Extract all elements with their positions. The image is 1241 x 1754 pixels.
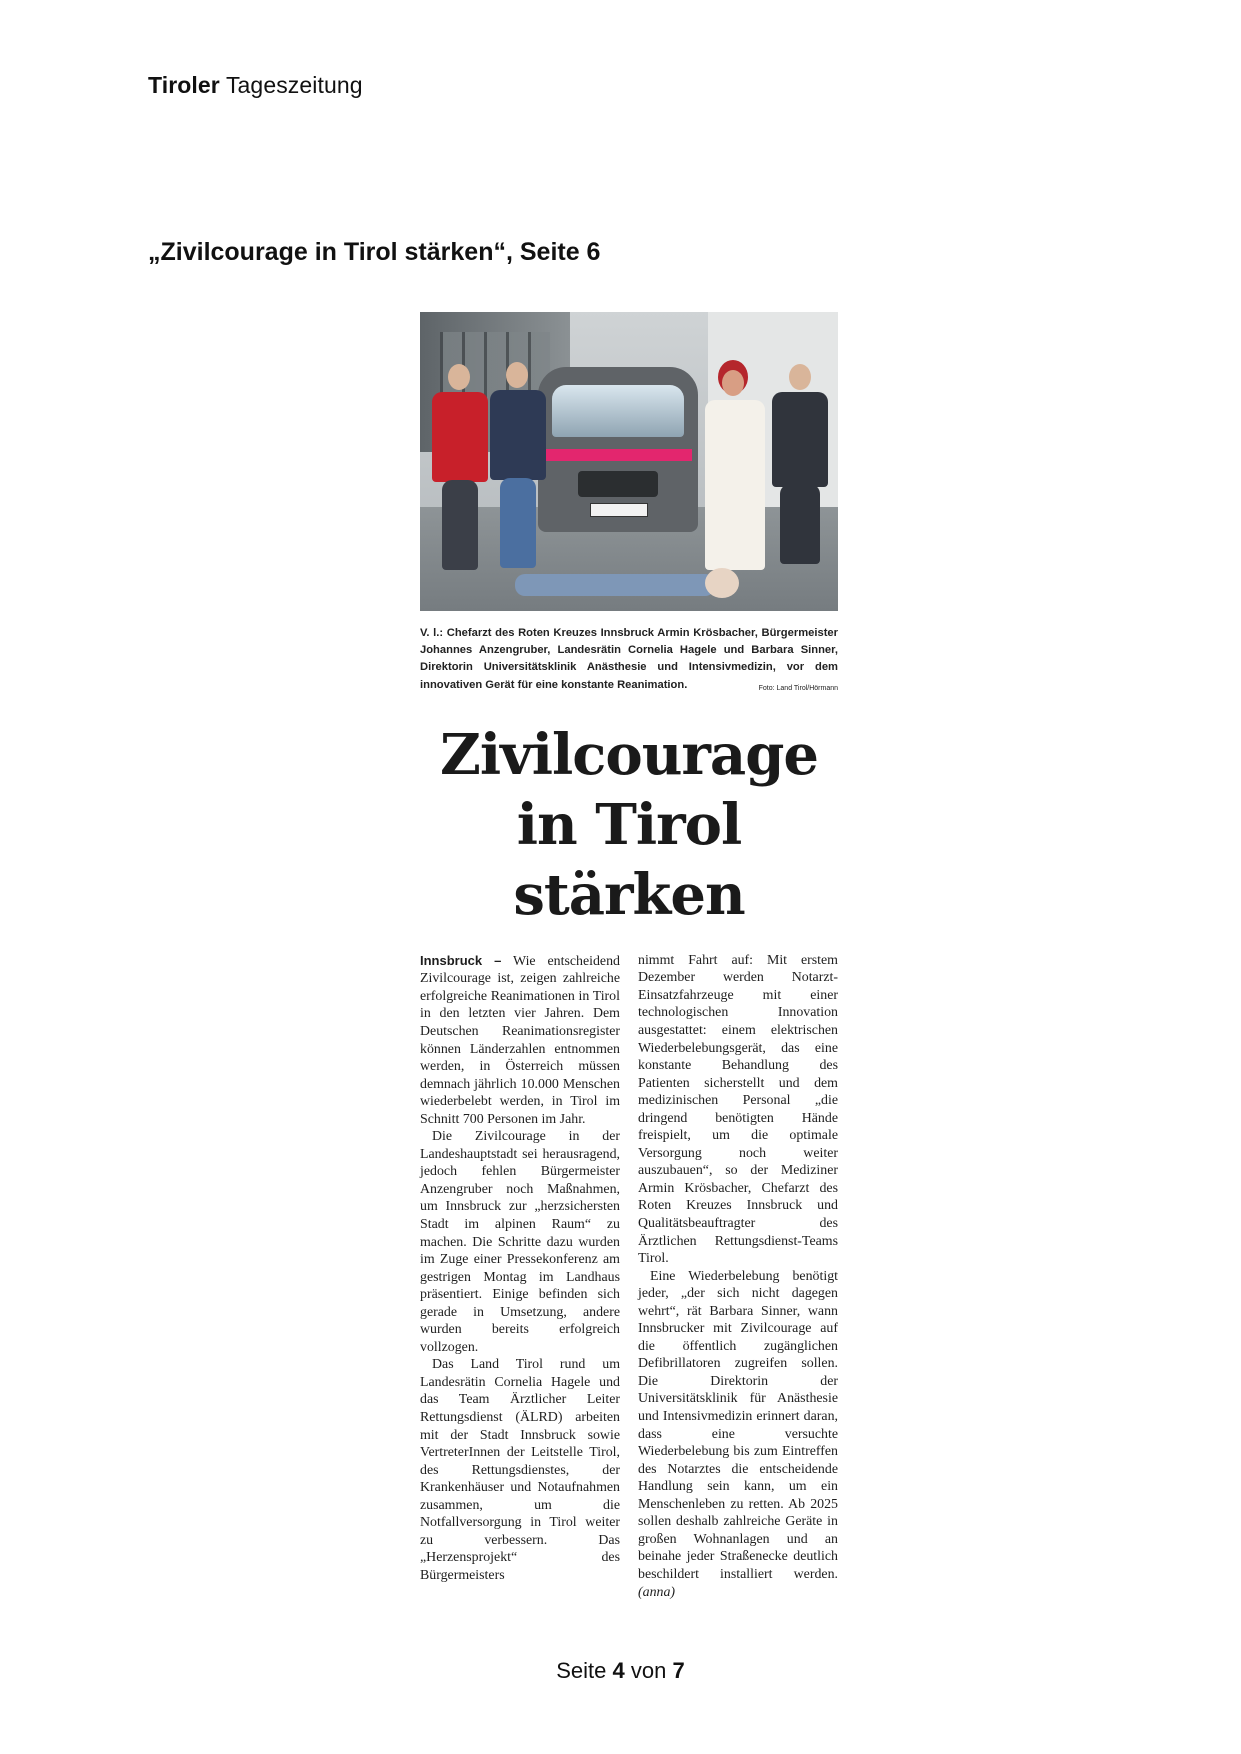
caption-text: V. l.: Chefarzt des Roten Kreuzes Innsbruck Armin Krösbacher, Bürgermeister Johannes Anzengruber, Landesrätin Cornelia Hagele und Barbara Sinner, Direktorin Universitätsklinik Anästhesie und Intensivmedizin, vor dem innovativen Gerät für eine konstante Reanimation. <box>420 627 838 691</box>
person-4-head <box>789 364 811 390</box>
person-3-body <box>705 400 765 570</box>
person-4-body <box>772 392 828 487</box>
current-page: 4 <box>612 1658 625 1683</box>
body-column-2 <box>638 952 838 1601</box>
person-4-legs <box>780 484 820 564</box>
paragraph: nimmt Fahrt auf: Mit erstem Dezember werden Notarzt-Einsatzfahrzeuge mit einer technologischen Innovation ausgestattet: einem elektrischen Wiederbelebungsgerät, das eine konstante Behandlung des Patienten sicherstellt und dem medizinischen Personal „die dringend benötigten Hände freispielt, um die optimale Versorgung noch weiter auszubauen“, so der Mediziner Armin Krösbacher, Chefarzt des Roten Kreuzes Innsbruck und Qualitätsbeauftragter des Ärztlichen Rettungsdienst-Teams Tirol. <box>638 952 838 1267</box>
article-photo <box>420 312 838 611</box>
person-3-head <box>722 370 744 396</box>
masthead-bold: Tiroler <box>148 72 220 98</box>
paragraph: Die Zivilcourage in der Landeshauptstadt sei herausragend, jedoch fehlen Bürgermeister Anzengruber noch Maßnahmen, um Innsbruck zur „herzsichersten Stadt im alpinen Raum“ zu machen. Die Schritte dazu wurden im Zuge einer Pressekonferenz am gestrigen Montag im Landhaus präsentiert. Einige befinden sich gerade in Umsetzung, andere wurden bereits erfolgreich vollzogen. <box>420 1129 620 1355</box>
paragraph: Innsbruck – Wie entscheidend Zivilcourage ist, zeigen zahlreiche erfolgreiche Reanimationen in Tirol in den letzten vier Jahren. Dem Deutschen Reanimationsregister können Länderzahlen entnommen werden, in Österreich müssen demnach jährlich 10.000 Menschen wiederbelebt werden, in Tirol im Schnitt 700 Personen im Jahr. <box>420 952 620 1127</box>
paragraph: Das Land Tirol rund um Landesrätin Cornelia Hagele und das Team Ärztlicher Leiter Rettungsdienst (ÄLRD) arbeiten mit der Stadt Innsbruck sowie VertreterInnen der Leitstelle Tirol, des Rettungsdienstes, der Krankenhäuser und Notaufnahmen zusammen, um die Notfallversorgung in Tirol weiter zu verbessern. Das „Herzensprojekt“ des Bürgermeisters <box>420 1357 620 1583</box>
article <box>420 312 838 1601</box>
body-column-1 <box>420 952 620 1601</box>
cpr-manikin-head <box>705 568 739 598</box>
masthead-rest: Tageszeitung <box>225 72 363 98</box>
masthead <box>148 72 363 99</box>
person-1-legs <box>442 480 478 570</box>
van-windshield <box>552 385 684 437</box>
van-stripe <box>544 449 692 461</box>
paragraph: Eine Wiederbelebung benötigt jeder, „der sich nicht dagegen wehrt“, rät Barbara Sinner, wann Innsbrucker mit Zivilcourage auf die öffentlich zugänglichen Defibrillatoren zugreifen sollen. Die Direktorin der Universitätsklinik für Anästhesie und Intensivmedizin erinnert daran, dass eine versuchte Wiederbelebung bis zum Eintreffen des Notarztes die entscheidende Handlung sein kann, um ein Menschenleben zu retten. Ab 2025 sollen deshalb zahlreiche Geräte in großen Wohnanlagen und an beinahe jeder Straßenecke deutlich beschildert installiert werden. (anna) <box>638 1268 838 1600</box>
person-2-body <box>490 390 546 480</box>
article-headline: Zivilcourage in Tirol stärken <box>440 721 818 928</box>
ambulance-van <box>538 367 698 532</box>
van-plate <box>590 503 648 517</box>
person-2-legs <box>500 478 536 568</box>
clip-title: „Zivilcourage in Tirol stärken“, Seite 6 <box>148 238 601 266</box>
author-tag: (anna) <box>638 1584 676 1600</box>
person-1-body <box>432 392 488 482</box>
van-grille <box>578 471 658 497</box>
total-pages: 7 <box>672 1658 685 1683</box>
dateline: Innsbruck – <box>420 952 502 968</box>
cpr-manikin <box>515 574 715 596</box>
photo-credit: Foto: Land Tirol/Hörmann <box>758 684 838 692</box>
person-2-head <box>506 362 528 388</box>
photo-caption <box>420 625 838 694</box>
page-footer: Seite 4 von 7 <box>556 1658 685 1683</box>
article-body <box>420 952 838 1601</box>
person-1-head <box>448 364 470 390</box>
